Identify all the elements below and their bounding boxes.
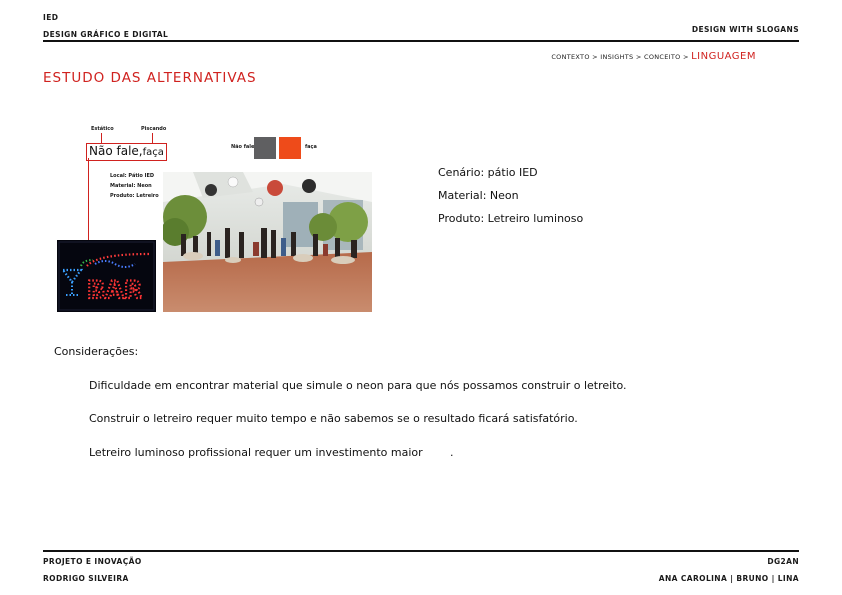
color-swatch-gray xyxy=(254,137,276,159)
spec-local: Local: Pátio IED xyxy=(110,173,155,179)
breadcrumb-separator: > xyxy=(592,53,598,61)
breadcrumb-item-contexto[interactable]: CONTEXTO xyxy=(551,53,590,61)
label-blinking: Piscando xyxy=(141,126,167,132)
consideration-item-1: Dificuldade em encontrar material que simule o neon para que nós possamos construir o letreito. xyxy=(89,379,627,392)
annotation-line-static xyxy=(101,133,102,143)
consideration-item-2: Construir o letreiro requer muito tempo e não sabemos se o resultado ficará satisfatório. xyxy=(89,412,578,425)
spec-product: Produto: Letreiro xyxy=(110,193,159,199)
footer-rule xyxy=(43,550,799,552)
neon-sign-text: BAR xyxy=(87,276,143,304)
detail-scenario: Cenário: pátio IED xyxy=(438,166,538,179)
breadcrumb-item-conceito[interactable]: CONCEITO xyxy=(643,53,681,61)
slogan-mockup xyxy=(86,143,167,161)
annotation-line-blinking xyxy=(152,133,153,143)
breadcrumb-separator: > xyxy=(635,53,642,61)
breadcrumb-item-linguagem[interactable]: LINGUAGEM xyxy=(691,51,756,62)
courtyard-illustration xyxy=(163,172,372,312)
swatch-label-2: faça xyxy=(305,144,317,150)
footer-class: DG2AN xyxy=(767,557,799,566)
breadcrumb-item-insights[interactable]: INSIGHTS xyxy=(600,53,634,61)
considerations-title: Considerações: xyxy=(54,345,139,358)
neon-sign-illustration xyxy=(57,240,156,312)
consideration-item-3-period: . xyxy=(450,446,454,459)
breadcrumb-separator: > xyxy=(682,53,689,61)
header-rule xyxy=(43,40,799,42)
footer-teacher: RODRIGO SILVEIRA xyxy=(43,574,129,583)
breadcrumb xyxy=(551,51,756,62)
courtyard-photo xyxy=(163,172,372,312)
course-name: DESIGN GRÁFICO E DIGITAL xyxy=(43,30,169,39)
detail-product: Produto: Letreiro luminoso xyxy=(438,212,584,225)
swatch-label-1: Não fale xyxy=(231,144,255,150)
spec-material: Material: Neon xyxy=(110,183,152,189)
project-title: DESIGN WITH SLOGANS xyxy=(691,25,799,34)
footer-project: PROJETO E INOVAÇÃO xyxy=(43,557,142,566)
section-title: ESTUDO DAS ALTERNATIVAS xyxy=(43,70,257,86)
footer-authors: ANA CAROLINA | BRUNO | LINA xyxy=(658,574,799,583)
details-list xyxy=(438,161,583,230)
slogan-main: Não fale, xyxy=(89,144,143,158)
detail-material: Material: Neon xyxy=(438,189,519,202)
mockup-specs xyxy=(110,171,159,201)
org-name: IED xyxy=(43,13,59,22)
slogan-second: faça xyxy=(142,147,164,158)
color-swatch-orange xyxy=(279,137,301,159)
neon-sign-image xyxy=(57,240,156,312)
label-static: Estático xyxy=(91,126,114,132)
consideration-item-3: Letreiro luminoso profissional requer um investimento maior xyxy=(89,446,423,459)
